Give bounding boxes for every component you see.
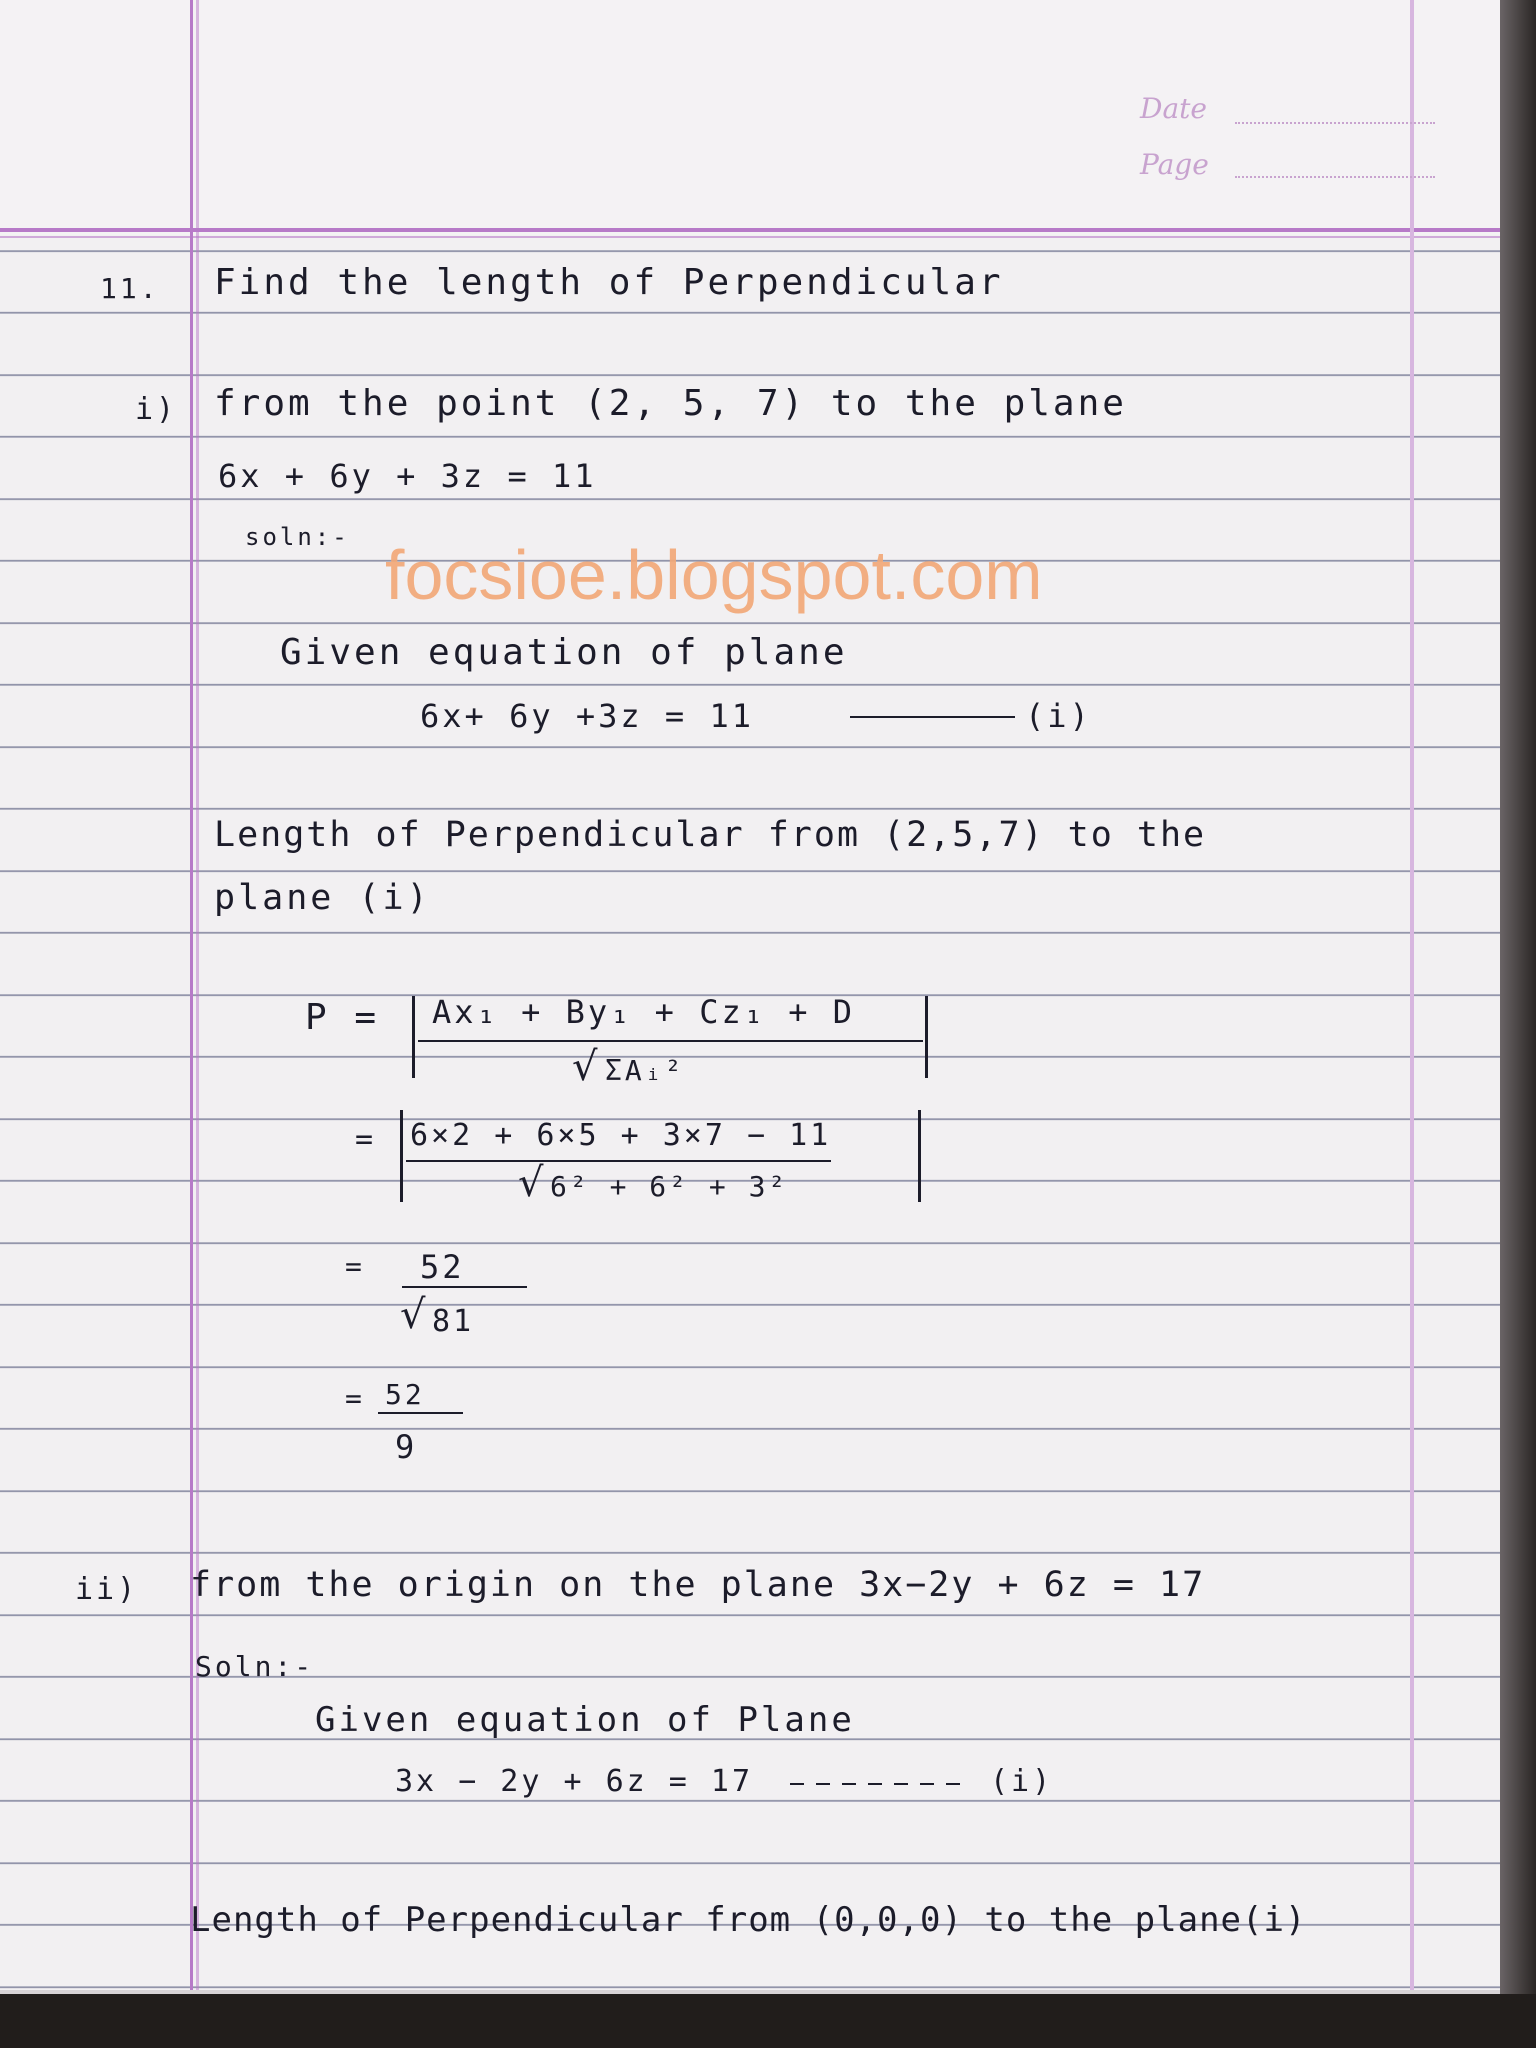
header-rule xyxy=(0,228,1500,232)
step4-denominator: 9 xyxy=(395,1428,418,1466)
page-edge-shadow xyxy=(1500,0,1536,2048)
question-number: 11. xyxy=(100,272,160,305)
sqrt-symbol: √ xyxy=(572,1044,598,1090)
part-i-given-text: Given equation of plane xyxy=(280,632,848,673)
step2-fraction-bar xyxy=(406,1160,831,1162)
step2-abs-right xyxy=(918,1110,921,1202)
equation-leader-line xyxy=(850,716,1015,718)
part-ii-line1: from the origin on the plane 3x−2y + 6z = 17 xyxy=(190,1565,1206,1605)
formula-lhs: P = xyxy=(305,997,380,1038)
step2-sqrt-symbol: √ xyxy=(518,1160,544,1206)
step2-abs-left xyxy=(400,1110,403,1202)
step2-equals: = xyxy=(355,1122,377,1157)
step3-sqrt-symbol: √ xyxy=(400,1292,426,1338)
formula-numerator: Ax₁ + By₁ + Cz₁ + D xyxy=(432,993,856,1031)
step3-equals: = xyxy=(345,1250,365,1283)
date-line xyxy=(1235,122,1435,124)
formula-fraction-bar xyxy=(418,1040,923,1042)
page-line xyxy=(1235,176,1435,178)
bottom-edge xyxy=(0,1994,1536,2048)
header-rule-2 xyxy=(0,236,1500,238)
abs-bar-right xyxy=(925,996,928,1078)
part-ii-leader-line xyxy=(790,1783,960,1785)
part-ii-label: ii) xyxy=(75,1572,139,1607)
page-header-area xyxy=(0,0,1500,235)
part-i-line1: from the point (2, 5, 7) to the plane xyxy=(214,383,1127,424)
part-ii-given-equation: 3x − 2y + 6z = 17 xyxy=(395,1764,754,1799)
margin-line-2 xyxy=(196,0,199,1990)
margin-line xyxy=(190,0,193,1990)
part-ii-soln-label: Soln:- xyxy=(195,1650,315,1683)
part-i-given-equation: 6x+ 6y +3z = 11 xyxy=(420,697,754,735)
part-i-given-ref: (i) xyxy=(1025,697,1092,735)
part-ii-given-text: Given equation of Plane xyxy=(315,1700,855,1740)
part-ii-given-ref: (i) xyxy=(990,1764,1054,1799)
part-i-soln-label: soln:- xyxy=(245,523,350,551)
step3-numerator: 52 xyxy=(420,1248,465,1286)
watermark: focsioe.blogspot.com xyxy=(385,536,1043,614)
step3-fraction-bar xyxy=(402,1286,527,1288)
date-label: Date xyxy=(1140,92,1207,125)
step2-denominator: 6² + 6² + 3² xyxy=(550,1170,789,1203)
page-label: Page xyxy=(1140,148,1209,181)
part-ii-length-line: Length of Perpendicular from (0,0,0) to the plane(i) xyxy=(190,1900,1307,1940)
part-i-length-line1: Length of Perpendicular from (2,5,7) to the xyxy=(214,815,1207,855)
part-i-equation: 6x + 6y + 3z = 11 xyxy=(218,457,597,495)
part-i-label: i) xyxy=(135,392,178,427)
abs-bar-left xyxy=(412,996,415,1078)
step3-denominator: 81 xyxy=(432,1304,475,1339)
right-margin-line xyxy=(1410,0,1414,1990)
formula-denominator: ΣAᵢ² xyxy=(605,1054,685,1087)
step2-numerator: 6×2 + 6×5 + 3×7 − 11 xyxy=(410,1118,832,1153)
step4-fraction-bar xyxy=(378,1412,463,1414)
step4-equals: = xyxy=(345,1382,365,1415)
step4-numerator: 52 xyxy=(385,1378,425,1411)
question-title: Find the length of Perpendicular xyxy=(214,262,1004,303)
part-i-length-line2: plane (i) xyxy=(214,878,431,918)
